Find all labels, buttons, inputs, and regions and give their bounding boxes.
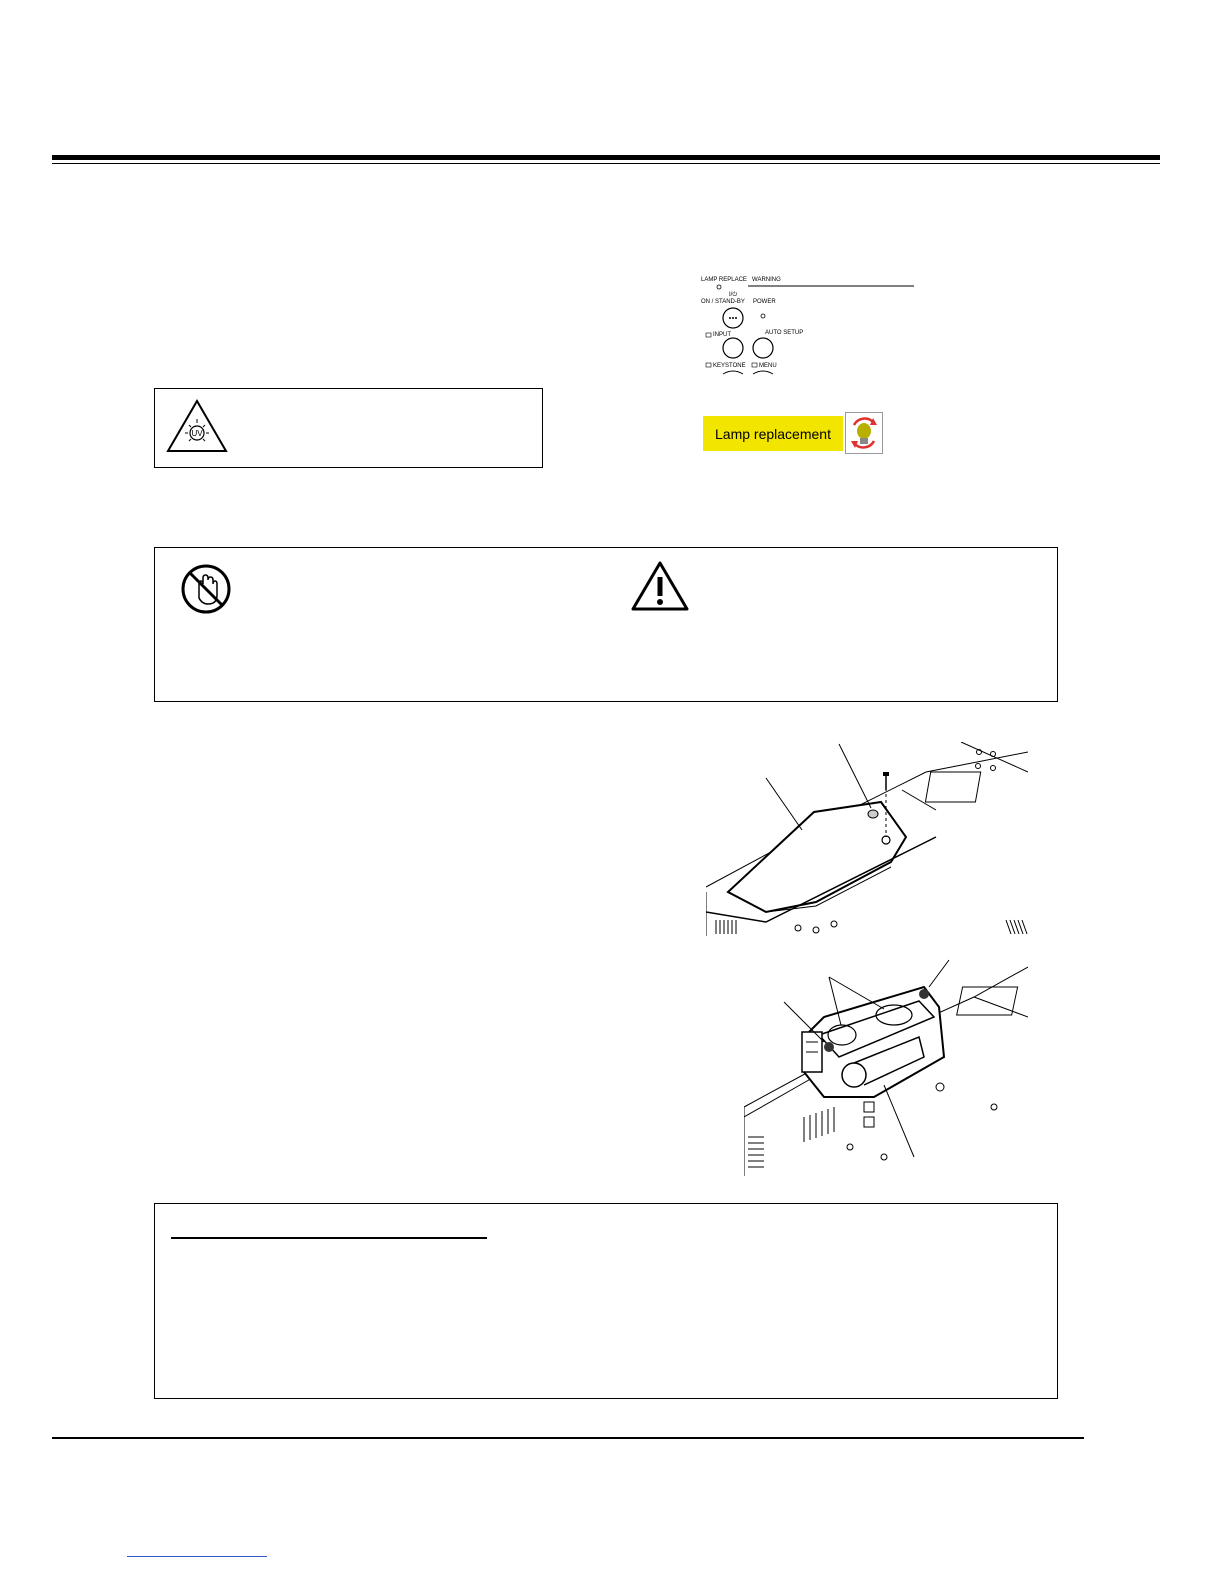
no-touch-icon — [179, 562, 233, 616]
lamp-unit-illustration — [744, 957, 1028, 1176]
uv-warning-icon — [165, 397, 229, 453]
caution-triangle-icon — [630, 560, 690, 612]
lamp-cover-illustration — [706, 742, 1028, 936]
footer-link-underline[interactable] — [127, 1556, 267, 1557]
lamp-replace-label: LAMP REPLACE — [701, 277, 747, 283]
on-standby-label: ON / STAND-BY — [701, 299, 745, 305]
uv-icon-label: UV — [191, 429, 203, 438]
header-rule-thin — [52, 163, 1160, 164]
note-box — [154, 1203, 1058, 1399]
uv-warning-box — [154, 388, 543, 468]
power-label: POWER — [753, 299, 776, 305]
menu-label: MENU — [759, 363, 777, 369]
note-heading-underline — [171, 1237, 487, 1239]
warning-label: WARNING — [752, 277, 781, 283]
lamp-replacement-badge — [703, 416, 843, 451]
footer-rule — [52, 1437, 1084, 1439]
input-label: INPUT — [713, 332, 731, 338]
keystone-label: KEYSTONE — [713, 363, 746, 369]
header-rule-thick — [52, 155, 1160, 160]
caution-box — [154, 547, 1058, 702]
lamp-replacement-label: Lamp replacement — [715, 425, 831, 442]
on-standby-symbol: I/⏻ — [729, 292, 738, 298]
control-panel-diagram — [697, 270, 927, 380]
auto-setup-label: AUTO SETUP — [765, 330, 804, 336]
lamp-replacement-icon — [845, 412, 883, 454]
